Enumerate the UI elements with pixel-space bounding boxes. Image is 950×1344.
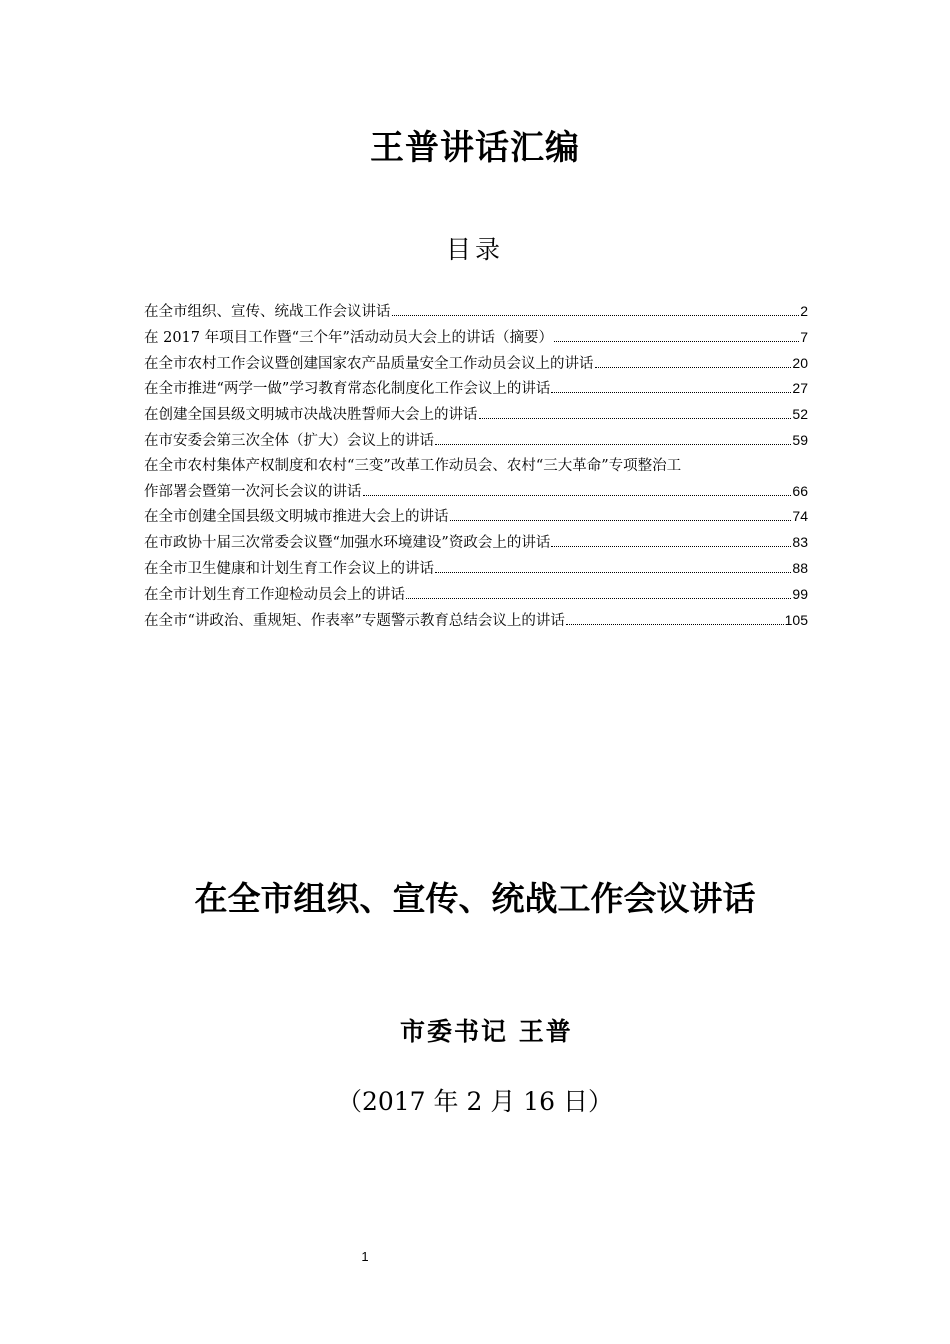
- toc-entry-title: 在市政协十届三次常委会议暨“加强水环境建设”资政会上的讲话: [144, 535, 551, 552]
- toc-heading: 目录: [445, 235, 504, 264]
- toc-entry[interactable]: [144, 454, 808, 505]
- toc-entry-page: 83: [792, 534, 808, 551]
- toc-leader: [551, 545, 791, 547]
- toc-entry[interactable]: [144, 299, 808, 325]
- toc-entry-title: 在创建全国县级文明城市决战决胜誓师大会上的讲话: [144, 407, 478, 424]
- toc-entry[interactable]: [144, 530, 808, 556]
- toc-entry-page: 2: [800, 303, 808, 319]
- toc-entry-page: 105: [784, 611, 808, 628]
- toc-leader: [554, 340, 799, 342]
- toc-entry-title-line1: 在全市农村集体产权制度和农村“三变”改革工作动员会、农村“三大革命”专项整治工: [144, 457, 682, 474]
- toc-entry[interactable]: [144, 402, 808, 428]
- toc-entry-page: 20: [792, 354, 808, 371]
- speech-title: 在全市组织、宣传、统战工作会议讲话: [194, 879, 756, 918]
- toc-leader: [566, 623, 784, 625]
- toc-leader: [435, 443, 791, 445]
- toc-entry-page: 88: [792, 559, 808, 576]
- toc-leader: [392, 314, 800, 316]
- toc-entry-title: 在市安委会第三次全体（扩大）会议上的讲话: [144, 432, 434, 449]
- toc-leader: [479, 417, 792, 419]
- toc-entry-title: 在全市“讲政治、重规矩、作表率”专题警示教育总结会议上的讲话: [144, 612, 565, 629]
- toc-entry[interactable]: [144, 376, 808, 402]
- toc-entry[interactable]: [144, 504, 808, 530]
- document-title: 王普讲话汇编: [370, 128, 580, 168]
- toc-entry-title: 在全市推进“两学一做”学习教育常态化制度化工作会议上的讲话: [144, 381, 551, 398]
- toc-entry[interactable]: [144, 325, 808, 351]
- toc-entry-page: 74: [792, 508, 808, 525]
- toc-entry-title-line2: 作部署会暨第一次河长会议的讲话: [144, 483, 362, 500]
- toc-entry[interactable]: [144, 428, 808, 454]
- toc-leader: [595, 366, 792, 368]
- toc-entry-title: 在全市农村工作会议暨创建国家农产品质量安全工作动员会议上的讲话: [144, 355, 594, 372]
- toc-entry-page: 27: [792, 380, 808, 397]
- toc-entry[interactable]: [144, 582, 808, 608]
- toc-entry-title: 在全市组织、宣传、统战工作会议讲话: [144, 304, 391, 320]
- toc-entry-page: 99: [792, 585, 808, 602]
- toc-entry-title: 在全市卫生健康和计划生育工作会议上的讲话: [144, 560, 434, 577]
- toc-entry[interactable]: [144, 556, 808, 582]
- speech-date: （2017 年 2 月 16 日）: [336, 1087, 614, 1116]
- speaker-line: 市委书记 王普: [400, 1017, 573, 1046]
- toc-leader: [406, 597, 791, 599]
- page-number: 1: [361, 1249, 369, 1264]
- toc-leader: [363, 494, 792, 496]
- table-of-contents: [144, 299, 808, 633]
- toc-entry-title: 在全市创建全国县级文明城市推进大会上的讲话: [144, 509, 449, 526]
- toc-entry-line2: [144, 479, 808, 505]
- toc-entry-title: 在全市计划生育工作迎检动员会上的讲话: [144, 586, 405, 603]
- toc-entry-page: 7: [800, 328, 808, 345]
- toc-leader: [435, 571, 791, 573]
- toc-leader: [450, 519, 792, 521]
- toc-entry-page: 66: [792, 482, 808, 499]
- toc-entry-page: 52: [792, 406, 808, 423]
- toc-leader: [551, 391, 791, 393]
- toc-entry-title: 在 2017 年项目工作暨“三个年”活动动员大会上的讲话（摘要）: [144, 329, 553, 346]
- toc-entry[interactable]: [144, 608, 808, 634]
- toc-entry[interactable]: [144, 351, 808, 377]
- toc-entry-page: 59: [792, 431, 808, 448]
